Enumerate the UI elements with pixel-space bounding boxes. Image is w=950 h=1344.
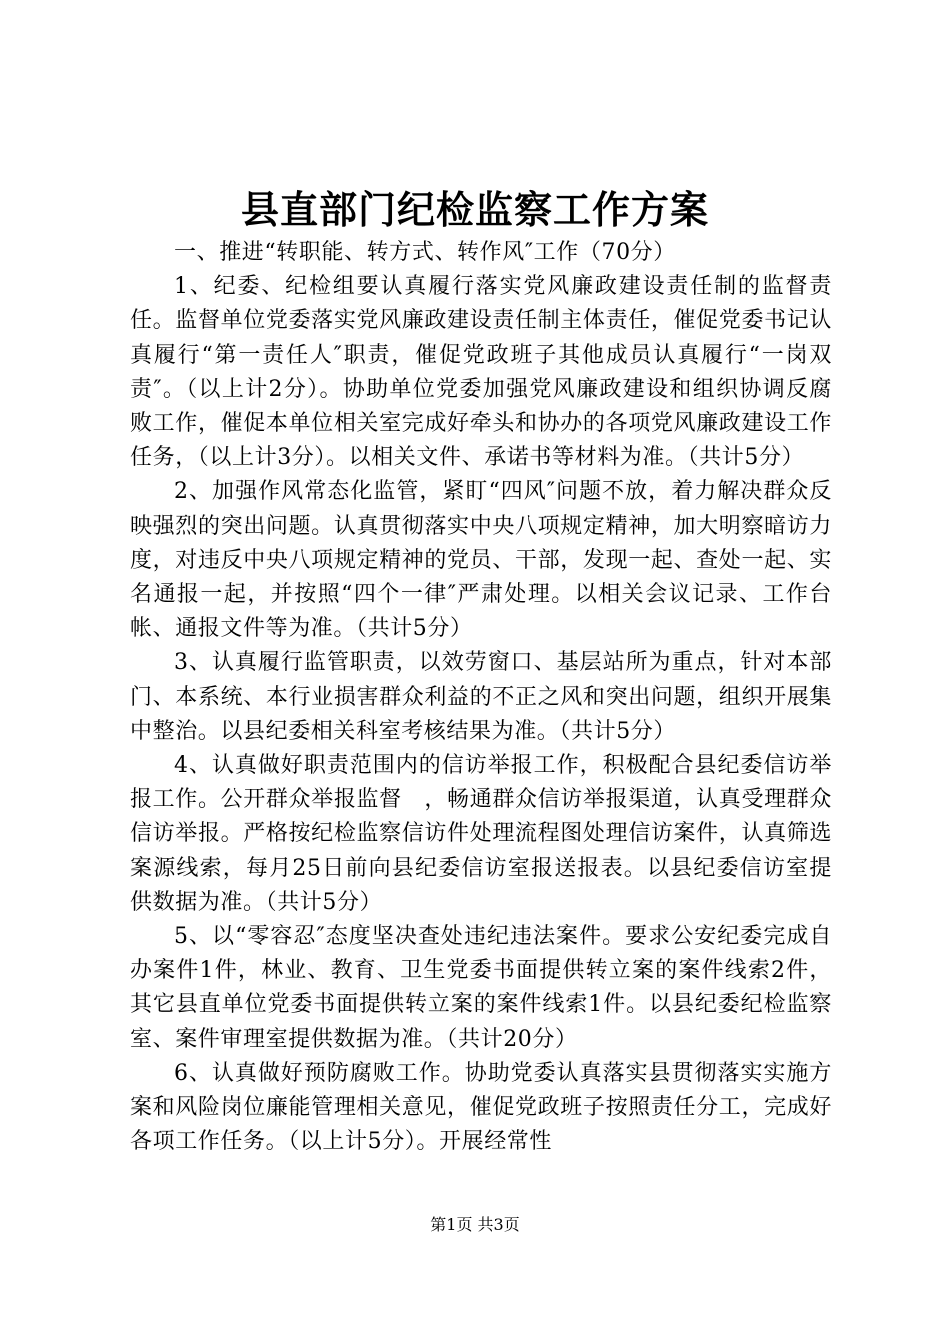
- paragraph-item-3: 3、认真履行监管职责，以效劳窗口、基层站所为重点，针对本部门、本系统、本行业损害群众利益的不正之风和突出问题，组织开展集中整治。以县纪委相关科室考核结果为准。（共计5分）: [130, 650, 832, 744]
- paragraph-item-4: 4、认真做好职责范围内的信访举报工作，积极配合县纪委信访举报工作。公开群众举报监督 ，畅通群众信访举报渠道，认真受理群众信访举报。严格按纪检监察信访件处理流程图处理信访案件，认真筛选案源线索，每月25日前向县纪委信访室报送报表。以县纪委信访室提供数据为准。（共计5分）: [130, 753, 832, 915]
- section-heading: 一、推进“转职能、转方式、转作风″工作（70分）: [174, 240, 676, 265]
- paragraph-item-5: 5、以“零容忍″态度坚决查处违纪违法案件。要求公安纪委完成自办案件1件，林业、教育、卫生党委书面提供转立案的案件线索2件，其它县直单位党委书面提供转立案的案件线索1件。以县纪委纪检监察室、案件审理室提供数据为准。（共计20分）: [130, 924, 832, 1052]
- paragraph-item-1: 1、纪委、纪检组要认真履行落实党风廉政建设责任制的监督责任。监督单位党委落实党风廉政建设责任制主体责任，催促党委书记认真履行“第一责任人″职责，催促党政班子其他成员认真履行“一岗双责″。（以上计2分）。协助单位党委加强党风廉政建设和组织协调反腐败工作，催促本单位相关室完成好牵头和协办的各项党风廉政建设工作任务，（以上计3分）。以相关文件、承诺书等材料为准。（共计5分）: [130, 274, 832, 471]
- document-body: [130, 236, 832, 1159]
- page-number-footer: 第1页 共3页: [430, 1215, 520, 1234]
- paragraph-item-6: 6、认真做好预防腐败工作。协助党委认真落实县贯彻落实实施方案和风险岗位廉能管理相关意见，催促党政班子按照责任分工，完成好各项工作任务。（以上计5分）。开展经常性: [130, 1060, 832, 1155]
- page-title: 县直部门纪检监察工作方案: [240, 187, 709, 232]
- paragraph-item-2: 2、加强作风常态化监管，紧盯“四风″问题不放，着力解决群众反映强烈的突出问题。认真贯彻落实中央八项规定精神，加大明察暗访力度，对违反中央八项规定精神的党员、干部，发现一起、查处一起、实名通报一起，并按照“四个一律″严肃处理。以相关会议记录、工作台帐、通报文件等为准。（共计5分）: [130, 479, 832, 642]
